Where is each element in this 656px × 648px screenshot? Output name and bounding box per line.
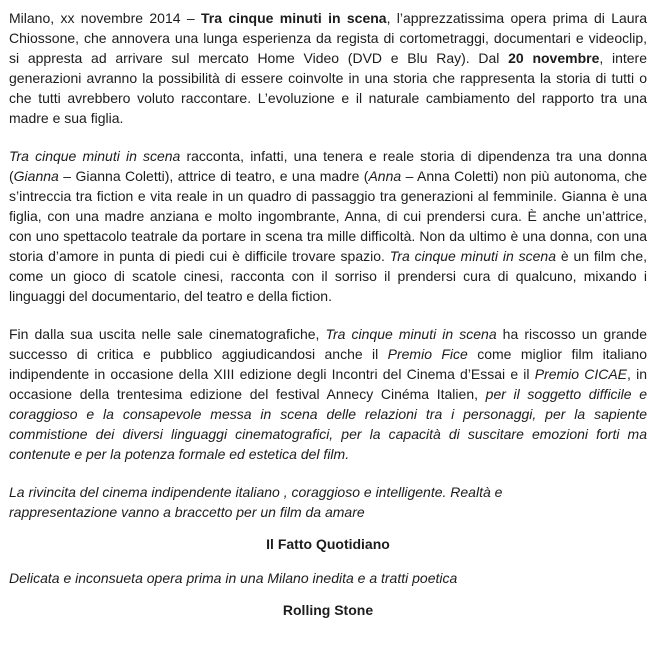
text-run: , in occasione della trentesima edizione del festival Annecy Cinéma Italien, [9, 366, 647, 402]
text-run: – Gianna Coletti), attrice di teatro, e una madre ( [58, 168, 369, 184]
text-run: Fin dalla sua uscita nelle sale cinematografiche, [9, 326, 326, 342]
text-run: – Anna Coletti) non più autonoma, che s’intreccia tra fiction e vita reale in un quadro di passaggio tra generazioni al femminile. Gianna è una figlia, con una madre anziana e molto ingombrante, Anna, di cui prendersi cura. È anche un’attrice, con uno spettacolo teatrale da portare in scena tra mille difficoltà. Non da ultimo è una donna, con una storia d’amore in punta di piedi cui è difficile trovare spazio. [9, 168, 647, 264]
text-run: , l’apprezzatissima opera prima di Laura Chiossone, che annovera una lunga esperienza da regista di cortometraggi, documentari e videoclip, si appresta ad arrivare sul mercato Home Video (DVD e Blu Ray). Dal [9, 10, 648, 66]
text-run-italic-character-anna: Anna [368, 168, 402, 184]
text-run: come miglior film italiano indipendente in occasione della XIII edizione degli Incontri del Cinema d’Essai e il [9, 346, 647, 382]
press-quote-il-fatto-quotidiano [9, 482, 647, 522]
text-run: è un film che, come un gioco di scatole cinesi, racconta con il sorriso il prendersi cura di qualcuno, mixando i linguaggi del documentario, del teatro e della fiction. [9, 248, 648, 304]
quote-line: La rivincita del cinema indipendente italiano , coraggioso e intelligente. Realtà e [9, 484, 503, 500]
press-quote-rolling-stone [9, 568, 647, 588]
text-run-italic-film-title: Tra cinque minuti in scena [325, 326, 497, 342]
text-run-italic-premio-fice: Premio Fice [387, 346, 468, 362]
text-run-italic-film-title: Tra cinque minuti in scena [9, 148, 181, 164]
text-run-bold-film-title: Tra cinque minuti in scena [200, 10, 387, 26]
quote-line: Delicata e inconsueta opera prima in una Milano inedita e a tratti poetica [9, 570, 458, 586]
text-run: Milano, xx novembre 2014 – [9, 10, 201, 26]
text-run-italic-premio-cicae: Premio CICAE [534, 366, 628, 382]
paragraph-awards [9, 324, 647, 464]
text-run-bold-date: 20 novembre [508, 50, 600, 66]
paragraph-synopsis [9, 146, 647, 306]
text-run: racconta, infatti, una tenera e reale storia di dipendenza tra una donna ( [9, 148, 647, 184]
quote-source-il-fatto-quotidiano: Il Fatto Quotidiano [266, 536, 390, 552]
text-run-italic-film-title: Tra cinque minuti in scena [389, 248, 556, 264]
quote-line: rappresentazione vanno a braccetto per un film da amare [9, 504, 365, 520]
text-run: , intere generazioni avranno la possibilità di essere coinvolte in una storia che rappresenta la storia di tutti o che tutti avrebbero voluto raccontare. L’evoluzione e il naturale cambiamento del rapporto tra una madre e sua figlia. [9, 50, 647, 126]
text-run-italic-award-motivation: per il soggetto difficile e coraggioso e la consapevole messa in scena delle relazioni tra i personaggi, per la sapiente commistione dei diversi linguaggi cinematografici, per la capacità di suscitare emozioni forti ma contenute e per la potenza formale ed estetica del film. [9, 386, 647, 462]
quote-source-rolling-stone: Rolling Stone [282, 602, 374, 618]
text-run: ha riscosso un grande successo di critica e pubblico aggiudicandosi anche il [9, 326, 647, 362]
paragraph-intro [9, 8, 647, 128]
text-run-italic-character-gianna: Gianna [13, 168, 59, 184]
